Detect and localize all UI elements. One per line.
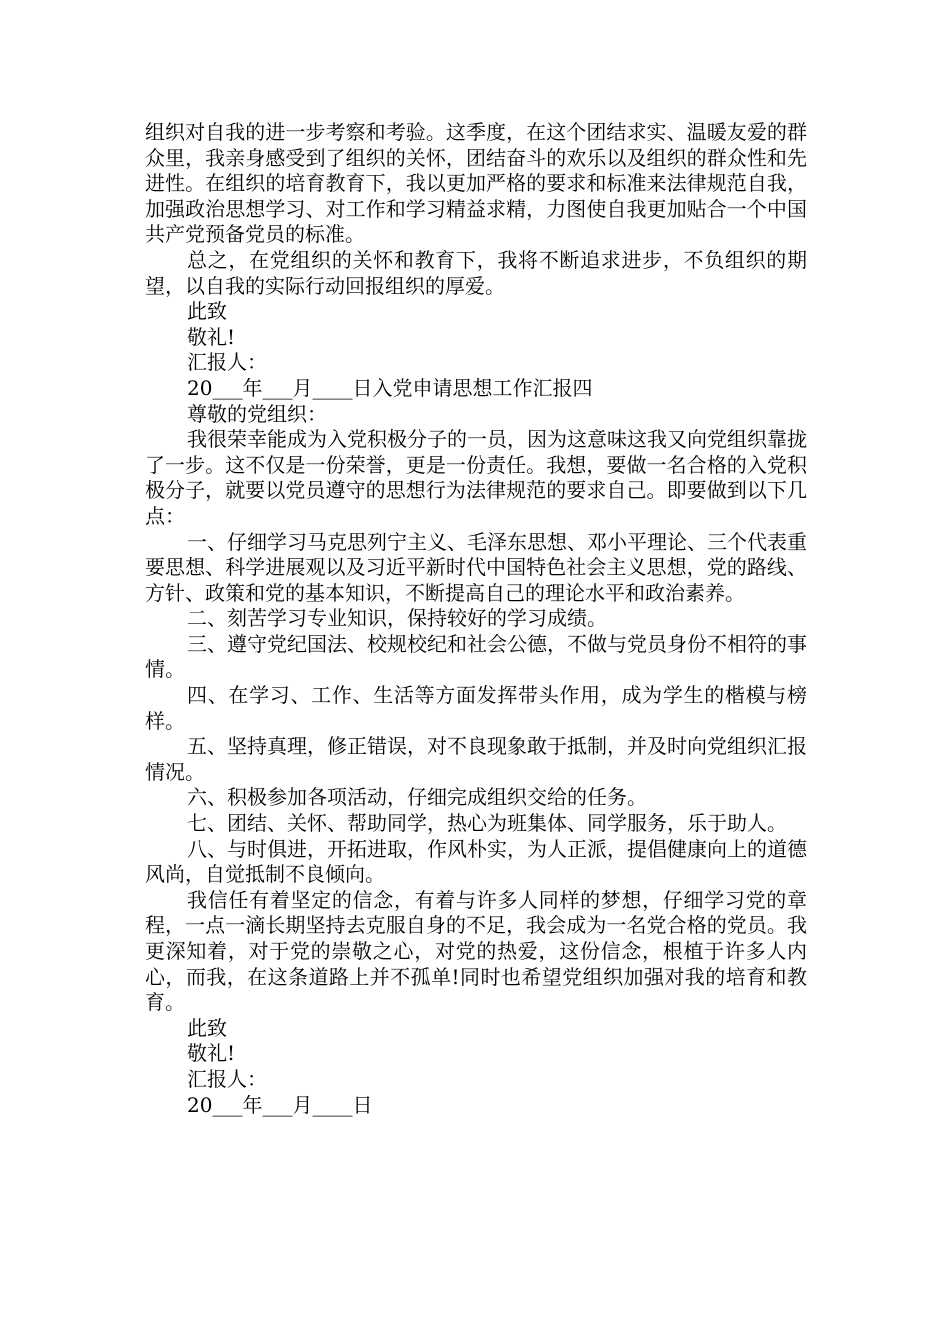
list-item-6: 六、积极参加各项活动，仔细完成组织交给的任务。 <box>187 785 647 810</box>
closing-cizhi-2: 此致 <box>187 1015 227 1040</box>
date-line: 20___年___月____日 <box>187 1092 373 1117</box>
date-and-title-line: 20___年___月____日入党申请思想工作汇报四 <box>187 375 593 400</box>
list-item-4: 四、在学习、工作、生活等方面发挥带头作用，成为学生的楷模与榜样。 <box>145 683 807 733</box>
list-item-7: 七、团结、关怀、帮助同学，热心为班集体、同学服务，乐于助人。 <box>187 811 787 836</box>
document-body <box>145 120 807 1118</box>
closing-cizhi: 此致 <box>187 299 227 324</box>
paragraph-intro: 我很荣幸能成为入党积极分子的一员，因为这意味这我又向党组织靠拢了一步。这不仅是一份荣誉，更是一份责任。我想，要做一名合格的入党积极分子，就要以党员遵守的思想行为法律规范的要求自己。即要做到以下几点： <box>145 427 807 528</box>
salutation: 尊敬的党组织： <box>187 401 327 426</box>
list-item-3: 三、遵守党纪国法、校规校纪和社会公德，不做与党员身份不相符的事情。 <box>145 631 807 682</box>
reporter-label: 汇报人： <box>187 350 267 375</box>
list-item-5: 五、坚持真理，修正错误，对不良现象敢于抵制，并及时向党组织汇报情况。 <box>145 734 807 784</box>
closing-jingli: 敬礼! <box>187 324 236 349</box>
paragraph-belief: 我信任有着坚定的信念，有着与许多人同样的梦想，仔细学习党的章程，一点一滴长期坚持去克服自身的不足，我会成为一名党合格的党员。我更深知着，对于党的崇敬之心，对党的热爱，这份信念，根植于许多人内心，而我，在这条道路上并不孤单!同时也希望党组织加强对我的培育和教育。 <box>145 887 807 1015</box>
list-item-2: 二、刻苦学习专业知识，保持较好的学习成绩。 <box>187 606 607 631</box>
paragraph-continuation: 组织对自我的进一步考察和考验。这季度，在这个团结求实、温暖友爱的群众里，我亲身感受到了组织的关怀，团结奋斗的欢乐以及组织的群众性和先进性。在组织的培育教育下，我以更加严格的要求和标准来法律规范自我，加强政治思想学习、对工作和学习精益求精，力图使自我更加贴合一个中国共产党预备党员的标准。 <box>145 120 807 247</box>
list-item-8: 八、与时俱进，开拓进取，作风朴实，为人正派，提倡健康向上的道德风尚，自觉抵制不良倾向。 <box>145 836 807 887</box>
list-item-1: 一、仔细学习马克思列宁主义、毛泽东思想、邓小平理论、三个代表重要思想、科学进展观以及习近平新时代中国特色社会主义思想，党的路线、方针、政策和党的基本知识，不断提高自己的理论水平和政治素养。 <box>145 529 807 605</box>
reporter-label-2: 汇报人： <box>187 1066 267 1091</box>
paragraph-conclusion: 总之，在党组织的关怀和教育下，我将不断追求进步，不负组织的期望，以自我的实际行动回报组织的厚爱。 <box>145 247 807 298</box>
closing-jingli-2: 敬礼! <box>187 1041 236 1066</box>
